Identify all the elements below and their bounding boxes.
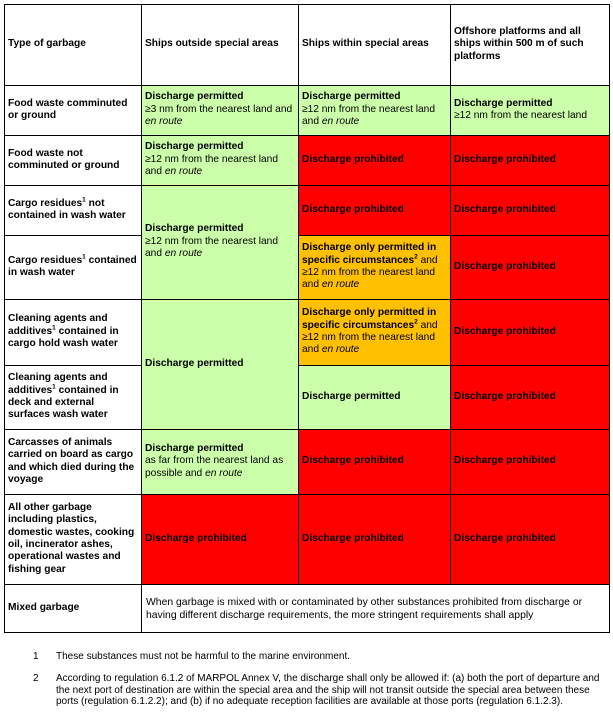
table-header-row	[5, 5, 610, 86]
cell-discharge-specific-circumstances	[299, 300, 451, 366]
table-row	[5, 86, 610, 136]
footnote-ref: 1	[82, 196, 86, 204]
table-row	[5, 236, 610, 300]
row-label-mixed-garbage: Mixed garbage	[5, 585, 142, 633]
footnote-ref: 2	[414, 318, 418, 326]
cell-condition-italic: en route	[321, 116, 360, 128]
cell-condition-italic: en route	[145, 116, 183, 128]
cell-discharge-permitted: Discharge permitted	[299, 366, 451, 430]
row-label-food-waste-comminuted: Food waste comminuted or ground	[5, 86, 142, 136]
cell-discharge-permitted-merged: Discharge permitted	[142, 300, 299, 430]
cell-discharge-prohibited: Discharge prohibited	[299, 430, 451, 495]
footnote-text: These substances must not be harmful to the marine environment.	[56, 651, 351, 662]
table-row	[5, 495, 610, 585]
cell-discharge-prohibited: Discharge prohibited	[451, 186, 610, 236]
cell-condition: ≥12 nm from the nearest land and	[302, 103, 436, 128]
cell-discharge-permitted	[299, 86, 451, 136]
table-row	[5, 430, 610, 495]
row-label-food-waste-not-comminuted: Food waste not comminuted or ground	[5, 136, 142, 186]
footnote-ref: 2	[414, 253, 418, 261]
table-row	[5, 186, 610, 236]
table-row	[5, 585, 610, 633]
cell-mixed-garbage-rule: When garbage is mixed with or contaminated by other substances prohibited from discharge or having different discharge requirements, the more stringent requirements shall apply	[142, 585, 610, 633]
table-row	[5, 366, 610, 430]
cell-discharge-prohibited: Discharge prohibited	[299, 136, 451, 186]
header-ships-within-special-areas: Ships within special areas	[299, 5, 451, 86]
row-label-cleaning-agents-cargo-hold: Cleaning agents and additives$^1$ contained in cargo hold wash water	[5, 300, 142, 366]
cell-status: Discharge permitted	[302, 91, 401, 103]
cell-discharge-prohibited: Discharge prohibited	[451, 300, 610, 366]
cell-discharge-prohibited: Discharge prohibited	[451, 136, 610, 186]
cell-discharge-permitted-merged	[142, 186, 299, 300]
footnote-ref: 1	[82, 253, 86, 261]
row-label-carcasses-of-animals: Carcasses of animals carried on board as cargo and which died during the voyage	[5, 430, 142, 495]
cell-status: Discharge only permitted in specific circumstances	[302, 307, 437, 331]
footnote-number: 2	[33, 673, 39, 684]
row-label-all-other-garbage: All other garbage including plastics, domestic wastes, cooking oil, incinerator ashes, operational wastes and fishing gear	[5, 495, 142, 585]
footnote-ref: 1	[52, 324, 56, 332]
cell-discharge-prohibited: Discharge prohibited	[451, 495, 610, 585]
cell-discharge-permitted	[142, 136, 299, 186]
footnote-text: According to regulation 6.1.2 of MARPOL Annex V, the discharge shall only be allowed if: (a) both the port of departure and the next port of destination are within the special area and the ship will not transit outside the special area between these ports (regulation 6.1.2.2); and (b) if no adequate reception facilities are available at those ports (regulation 6.1.2.3).	[56, 673, 600, 708]
cell-condition: ≥3 nm from the nearest land and	[145, 103, 293, 115]
cell-status: Discharge permitted	[145, 141, 244, 153]
garbage-discharge-table	[4, 4, 610, 633]
cell-discharge-prohibited: Discharge prohibited	[142, 495, 299, 585]
cell-condition: and ≥12 nm from the nearest land and	[302, 319, 438, 356]
table-row	[5, 136, 610, 186]
cell-status: Discharge permitted	[454, 97, 553, 109]
cell-discharge-permitted	[142, 430, 299, 495]
cell-discharge-prohibited: Discharge prohibited	[451, 236, 610, 300]
cell-condition: ≥12 nm from the nearest land	[454, 110, 588, 121]
cell-discharge-prohibited: Discharge prohibited	[299, 186, 451, 236]
cell-condition-italic: en route	[205, 467, 243, 479]
cell-discharge-prohibited: Discharge prohibited	[451, 366, 610, 430]
cell-status: Discharge permitted	[145, 442, 244, 454]
row-label-cargo-residues-not-in-wash-water: Cargo residues$^1$ not contained in wash water	[5, 186, 142, 236]
cell-condition: ≥12 nm from the nearest land and	[145, 153, 279, 178]
cell-condition-italic: en route	[321, 344, 360, 356]
cell-condition-italic: en route	[164, 166, 203, 178]
cell-condition-italic: en route	[164, 248, 203, 260]
header-offshore-platforms: Offshore platforms and all ships within 500 m of such platforms	[451, 5, 610, 86]
header-ships-outside-special-areas: Ships outside special areas	[142, 5, 299, 86]
cell-condition: as far from the nearest land as possible and	[145, 455, 284, 479]
cell-condition: and ≥12 nm from the nearest land and	[302, 254, 438, 291]
footnote-number: 1	[33, 651, 39, 662]
row-label-cleaning-agents-deck: Cleaning agents and additives$^1$ contained in deck and external surfaces wash water	[5, 366, 142, 430]
cell-status: Discharge permitted	[145, 91, 244, 103]
cell-status: Discharge permitted	[145, 223, 244, 235]
footnote-ref: 1	[52, 383, 56, 391]
header-type-of-garbage: Type of garbage	[5, 5, 142, 86]
table-row	[5, 300, 610, 366]
cell-discharge-specific-circumstances	[299, 236, 451, 300]
cell-discharge-permitted	[142, 86, 299, 136]
cell-condition-italic: en route	[321, 279, 360, 291]
cell-discharge-permitted	[451, 86, 610, 136]
cell-discharge-prohibited: Discharge prohibited	[299, 495, 451, 585]
row-label-cargo-residues-in-wash-water: Cargo residues$^1$ contained in wash water	[5, 236, 142, 300]
cell-condition: ≥12 nm from the nearest land and	[145, 235, 279, 260]
cell-status: Discharge only permitted in specific circumstances	[302, 242, 437, 266]
cell-discharge-prohibited: Discharge prohibited	[451, 430, 610, 495]
